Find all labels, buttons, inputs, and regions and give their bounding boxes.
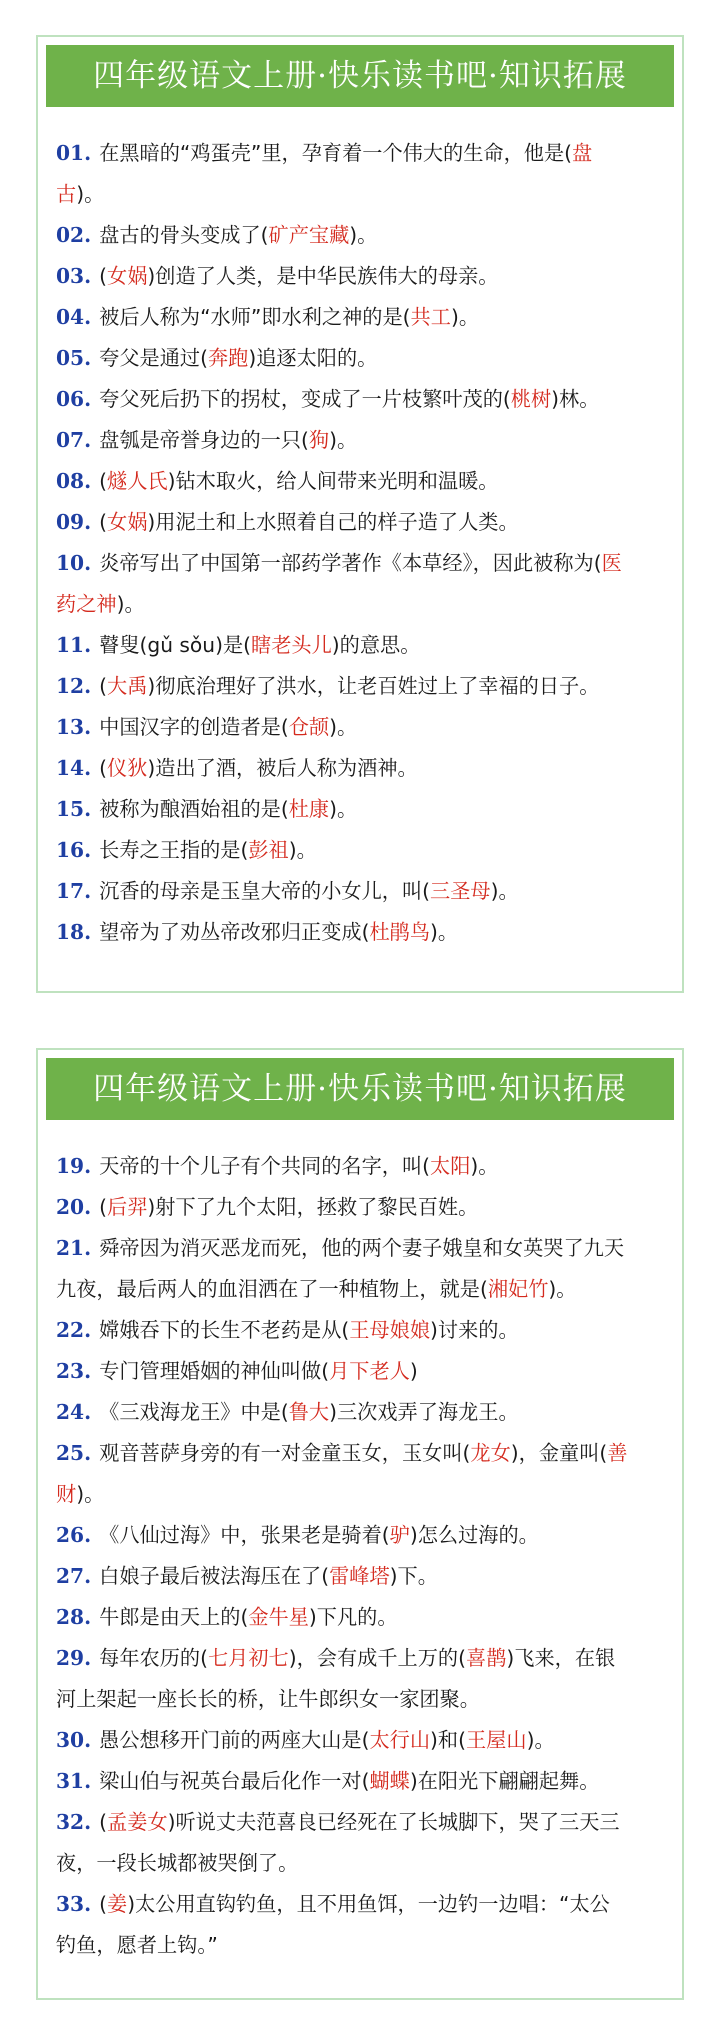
list-item xyxy=(56,1433,664,1515)
question-text: 夸父死后扔下的拐杖，变成了一片枝繁叶茂的( xyxy=(99,387,511,411)
question-text: )三次戏弄了海龙王。 xyxy=(329,1400,519,1424)
list-item xyxy=(56,297,664,338)
card-title: 四年级语文上册·快乐读书吧·知识拓展 xyxy=(46,45,674,107)
item-line xyxy=(56,666,664,707)
question-text: )下。 xyxy=(389,1564,438,1588)
list-item xyxy=(56,338,664,379)
list-item xyxy=(56,789,664,830)
list-item xyxy=(56,133,664,215)
list-item xyxy=(56,1228,664,1310)
item-number: 26. xyxy=(56,1523,92,1547)
item-line xyxy=(56,133,664,174)
question-text: )下凡的。 xyxy=(308,1605,398,1629)
answer-text: 杜鹃鸟 xyxy=(369,920,431,944)
item-line xyxy=(56,1843,664,1884)
question-text: )怎么过海的。 xyxy=(409,1523,539,1547)
answer-text: 鲁大 xyxy=(288,1400,330,1424)
list-item xyxy=(56,461,664,502)
item-line xyxy=(56,543,664,584)
question-text: 在黑暗的“鸡蛋壳”里，孕育着一个伟大的生命，他是( xyxy=(99,141,573,165)
answer-text: 燧人氏 xyxy=(107,469,168,493)
item-line xyxy=(56,584,664,625)
item-number: 31. xyxy=(56,1769,92,1793)
knowledge-card-2 xyxy=(36,1048,684,2000)
question-text: 《八仙过海》中，张果老是骑着( xyxy=(99,1523,390,1547)
question-text: ( xyxy=(99,1195,108,1219)
item-line xyxy=(56,215,664,256)
answer-text: 矿产宝藏 xyxy=(268,223,350,247)
item-number: 01. xyxy=(56,141,92,165)
answer-text: 女娲 xyxy=(107,264,148,288)
question-text: 炎帝写出了中国第一部药学著作《本草经》，因此被称为( xyxy=(99,551,602,575)
answer-text: 孟姜女 xyxy=(107,1810,168,1834)
answer-text: 金牛星 xyxy=(248,1605,309,1629)
item-number: 21. xyxy=(56,1236,92,1260)
question-text: )。 xyxy=(76,1482,105,1506)
list-item xyxy=(56,1392,664,1433)
answer-text: 仪狄 xyxy=(107,756,148,780)
item-number: 09. xyxy=(56,510,92,534)
question-text: )。 xyxy=(288,838,317,862)
list-item xyxy=(56,871,664,912)
answer-text: 瞎老头儿 xyxy=(251,633,332,657)
question-text: )追逐太阳的。 xyxy=(248,346,378,370)
answer-text: 狗 xyxy=(308,428,330,452)
item-line xyxy=(56,1474,664,1515)
answer-text: 共工 xyxy=(410,305,451,329)
question-text: ( xyxy=(99,469,108,493)
item-number: 08. xyxy=(56,469,92,493)
answer-text: 王屋山 xyxy=(465,1728,527,1752)
list-item xyxy=(56,625,664,666)
item-line xyxy=(56,1228,664,1269)
question-text: 瞽叟(gǔ sǒu)是( xyxy=(99,633,252,657)
item-line xyxy=(56,174,664,215)
item-line xyxy=(56,338,664,379)
question-text: )。 xyxy=(526,1728,555,1752)
question-text: )飞来，在银 xyxy=(506,1646,616,1670)
item-number: 32. xyxy=(56,1810,92,1834)
question-text: ) xyxy=(409,1359,418,1383)
item-number: 25. xyxy=(56,1441,92,1465)
question-text: ( xyxy=(99,756,108,780)
question-text: ( xyxy=(99,674,108,698)
question-text: )。 xyxy=(430,920,459,944)
item-line xyxy=(56,1802,664,1843)
question-text: )。 xyxy=(329,715,358,739)
list-item xyxy=(56,1720,664,1761)
question-text: )。 xyxy=(329,428,358,452)
answer-text: 古 xyxy=(56,182,77,206)
question-text: )讨来的。 xyxy=(430,1318,519,1342)
item-line xyxy=(56,502,664,543)
answer-text: 七月初七 xyxy=(207,1646,289,1670)
answer-text: 蝴蝶 xyxy=(369,1769,410,1793)
question-text: )彻底治理好了洪水，让老百姓过上了幸福的日子。 xyxy=(147,674,600,698)
item-line xyxy=(56,1310,664,1351)
item-number: 27. xyxy=(56,1564,92,1588)
knowledge-card-1 xyxy=(36,35,684,993)
item-number: 33. xyxy=(56,1892,92,1916)
answer-text: 奔跑 xyxy=(207,346,249,370)
list-item xyxy=(56,1884,664,1966)
answer-text: 三圣母 xyxy=(430,879,491,903)
question-list xyxy=(38,1120,682,1966)
item-number: 04. xyxy=(56,305,92,329)
question-text: )造出了酒，被后人称为酒神。 xyxy=(147,756,418,780)
question-text: 长寿之王指的是( xyxy=(99,838,249,862)
item-line xyxy=(56,1679,664,1720)
answer-text: 后羿 xyxy=(107,1195,148,1219)
question-text: 白娘子最后被法海压在了( xyxy=(99,1564,330,1588)
question-text: )，会有成千上万的( xyxy=(288,1646,466,1670)
question-text: 沉香的母亲是玉皇大帝的小女儿，叫( xyxy=(99,879,431,903)
question-text: 每年农历的( xyxy=(99,1646,208,1670)
list-item xyxy=(56,420,664,461)
item-number: 05. xyxy=(56,346,92,370)
item-number: 23. xyxy=(56,1359,92,1383)
item-line xyxy=(56,420,664,461)
list-item xyxy=(56,1351,664,1392)
answer-text: 雷峰塔 xyxy=(329,1564,390,1588)
question-text: )创造了人类，是中华民族伟大的母亲。 xyxy=(147,264,499,288)
answer-text: 大禹 xyxy=(107,674,148,698)
item-number: 06. xyxy=(56,387,92,411)
answer-text: 太阳 xyxy=(430,1154,471,1178)
item-line xyxy=(56,871,664,912)
item-number: 15. xyxy=(56,797,92,821)
item-line xyxy=(56,379,664,420)
card-title: 四年级语文上册·快乐读书吧·知识拓展 xyxy=(46,1058,674,1120)
question-text: 牛郎是由天上的( xyxy=(99,1605,249,1629)
list-item xyxy=(56,1187,664,1228)
question-text: ( xyxy=(99,1810,108,1834)
answer-text: 女娲 xyxy=(107,510,148,534)
item-line xyxy=(56,789,664,830)
answer-text: 杜康 xyxy=(288,797,330,821)
item-number: 02. xyxy=(56,223,92,247)
question-text: ( xyxy=(99,264,108,288)
item-number: 17. xyxy=(56,879,92,903)
question-text: ( xyxy=(99,510,108,534)
list-item xyxy=(56,1597,664,1638)
list-item xyxy=(56,1146,664,1187)
question-text: )。 xyxy=(490,879,519,903)
item-number: 22. xyxy=(56,1318,92,1342)
list-item xyxy=(56,748,664,789)
item-line xyxy=(56,1597,664,1638)
item-line xyxy=(56,1515,664,1556)
list-item xyxy=(56,1515,664,1556)
question-text: )听说丈夫范喜良已经死在了长城脚下，哭了三天三 xyxy=(167,1810,620,1834)
question-text: )。 xyxy=(349,223,378,247)
answer-text: 财 xyxy=(56,1482,77,1506)
item-line xyxy=(56,625,664,666)
question-text: 天帝的十个儿子有个共同的名字，叫( xyxy=(99,1154,431,1178)
list-item xyxy=(56,830,664,871)
item-number: 13. xyxy=(56,715,92,739)
list-item xyxy=(56,256,664,297)
item-line xyxy=(56,461,664,502)
question-text: )射下了九个太阳，拯救了黎民百姓。 xyxy=(147,1195,479,1219)
item-line xyxy=(56,748,664,789)
list-item xyxy=(56,1638,664,1720)
answer-text: 医 xyxy=(601,551,622,575)
list-item xyxy=(56,543,664,625)
item-line xyxy=(56,1556,664,1597)
answer-text: 喜鹊 xyxy=(465,1646,507,1670)
question-text: )。 xyxy=(470,1154,499,1178)
item-number: 20. xyxy=(56,1195,92,1219)
question-text: 被称为酿酒始祖的是( xyxy=(99,797,289,821)
item-line xyxy=(56,1925,664,1966)
item-number: 30. xyxy=(56,1728,92,1752)
item-line xyxy=(56,1884,664,1925)
question-text: 愚公想移开门前的两座大山是( xyxy=(99,1728,370,1752)
list-item xyxy=(56,1761,664,1802)
item-line xyxy=(56,1638,664,1679)
item-line xyxy=(56,1433,664,1474)
question-text: 梁山伯与祝英台最后化作一对( xyxy=(99,1769,370,1793)
question-text: )，金童叫( xyxy=(510,1441,608,1465)
item-number: 07. xyxy=(56,428,92,452)
list-item xyxy=(56,1802,664,1884)
list-item xyxy=(56,666,664,707)
answer-text: 药之神 xyxy=(56,592,117,616)
item-number: 12. xyxy=(56,674,92,698)
item-number: 24. xyxy=(56,1400,92,1424)
question-text: )。 xyxy=(329,797,358,821)
answer-text: 月下老人 xyxy=(329,1359,410,1383)
question-text: 河上架起一座长长的桥，让牛郎织女一家团聚。 xyxy=(56,1687,480,1711)
question-text: 夸父是通过( xyxy=(99,346,208,370)
item-number: 11. xyxy=(56,633,92,657)
question-text: 盘古的骨头变成了( xyxy=(99,223,269,247)
item-number: 19. xyxy=(56,1154,92,1178)
item-line xyxy=(56,912,664,953)
list-item xyxy=(56,707,664,748)
answer-text: 驴 xyxy=(389,1523,410,1547)
item-line xyxy=(56,830,664,871)
question-text: )钻木取火，给人间带来光明和温暖。 xyxy=(167,469,499,493)
item-line xyxy=(56,1720,664,1761)
question-list xyxy=(38,107,682,953)
question-text: )和( xyxy=(430,1728,466,1752)
item-line xyxy=(56,297,664,338)
item-line xyxy=(56,256,664,297)
item-number: 28. xyxy=(56,1605,92,1629)
list-item xyxy=(56,379,664,420)
item-line xyxy=(56,1269,664,1310)
question-text: )太公用直钩钓鱼，且不用鱼饵，一边钓一边唱：“太公 xyxy=(127,1892,610,1916)
question-text: 夜，一段长城都被哭倒了。 xyxy=(56,1851,299,1875)
answer-text: 桃树 xyxy=(510,387,552,411)
item-line xyxy=(56,1392,664,1433)
question-text: 九夜，最后两人的血泪洒在了一种植物上，就是( xyxy=(56,1277,488,1301)
question-text: )林。 xyxy=(551,387,600,411)
list-item xyxy=(56,502,664,543)
question-text: 《三戏海龙王》中是( xyxy=(99,1400,289,1424)
answer-text: 善 xyxy=(607,1441,628,1465)
question-text: 嫦娥吞下的长生不老药是从( xyxy=(99,1318,350,1342)
question-text: 盘瓠是帝誉身边的一只( xyxy=(99,428,309,452)
question-text: )。 xyxy=(116,592,145,616)
item-line xyxy=(56,1351,664,1392)
list-item xyxy=(56,215,664,256)
item-number: 29. xyxy=(56,1646,92,1670)
question-text: )的意思。 xyxy=(331,633,421,657)
list-item xyxy=(56,1310,664,1351)
answer-text: 太行山 xyxy=(369,1728,431,1752)
question-text: 中国汉字的创造者是( xyxy=(99,715,289,739)
question-text: 舜帝因为消灭恶龙而死，他的两个妻子娥皇和女英哭了九天 xyxy=(99,1236,625,1260)
question-text: 钓鱼，愿者上钩。” xyxy=(56,1933,218,1957)
item-line xyxy=(56,1761,664,1802)
answer-text: 龙女 xyxy=(470,1441,511,1465)
answer-text: 姜 xyxy=(107,1892,128,1916)
list-item xyxy=(56,1556,664,1597)
question-text: ( xyxy=(99,1892,108,1916)
item-line xyxy=(56,707,664,748)
answer-text: 仓颉 xyxy=(288,715,330,739)
question-text: 专门管理婚姻的神仙叫做( xyxy=(99,1359,330,1383)
question-text: )。 xyxy=(450,305,480,329)
question-text: )。 xyxy=(548,1277,577,1301)
item-line xyxy=(56,1146,664,1187)
question-text: )在阳光下翩翩起舞。 xyxy=(409,1769,600,1793)
item-line xyxy=(56,1187,664,1228)
item-number: 03. xyxy=(56,264,92,288)
answer-text: 盘 xyxy=(572,141,593,165)
item-number: 16. xyxy=(56,838,92,862)
question-text: 观音菩萨身旁的有一对金童玉女，玉女叫( xyxy=(99,1441,471,1465)
list-item xyxy=(56,912,664,953)
answer-text: 湘妃竹 xyxy=(487,1277,549,1301)
question-text: 被后人称为“水师”即水利之神的是( xyxy=(99,305,411,329)
item-number: 14. xyxy=(56,756,92,780)
answer-text: 王母娘娘 xyxy=(349,1318,431,1342)
question-text: 望帝为了劝丛帝改邪归正变成( xyxy=(99,920,370,944)
item-number: 10. xyxy=(56,551,92,575)
question-text: )。 xyxy=(76,182,105,206)
question-text: )用泥土和上水照着自己的样子造了人类。 xyxy=(147,510,519,534)
answer-text: 彭祖 xyxy=(248,838,289,862)
item-number: 18. xyxy=(56,920,92,944)
